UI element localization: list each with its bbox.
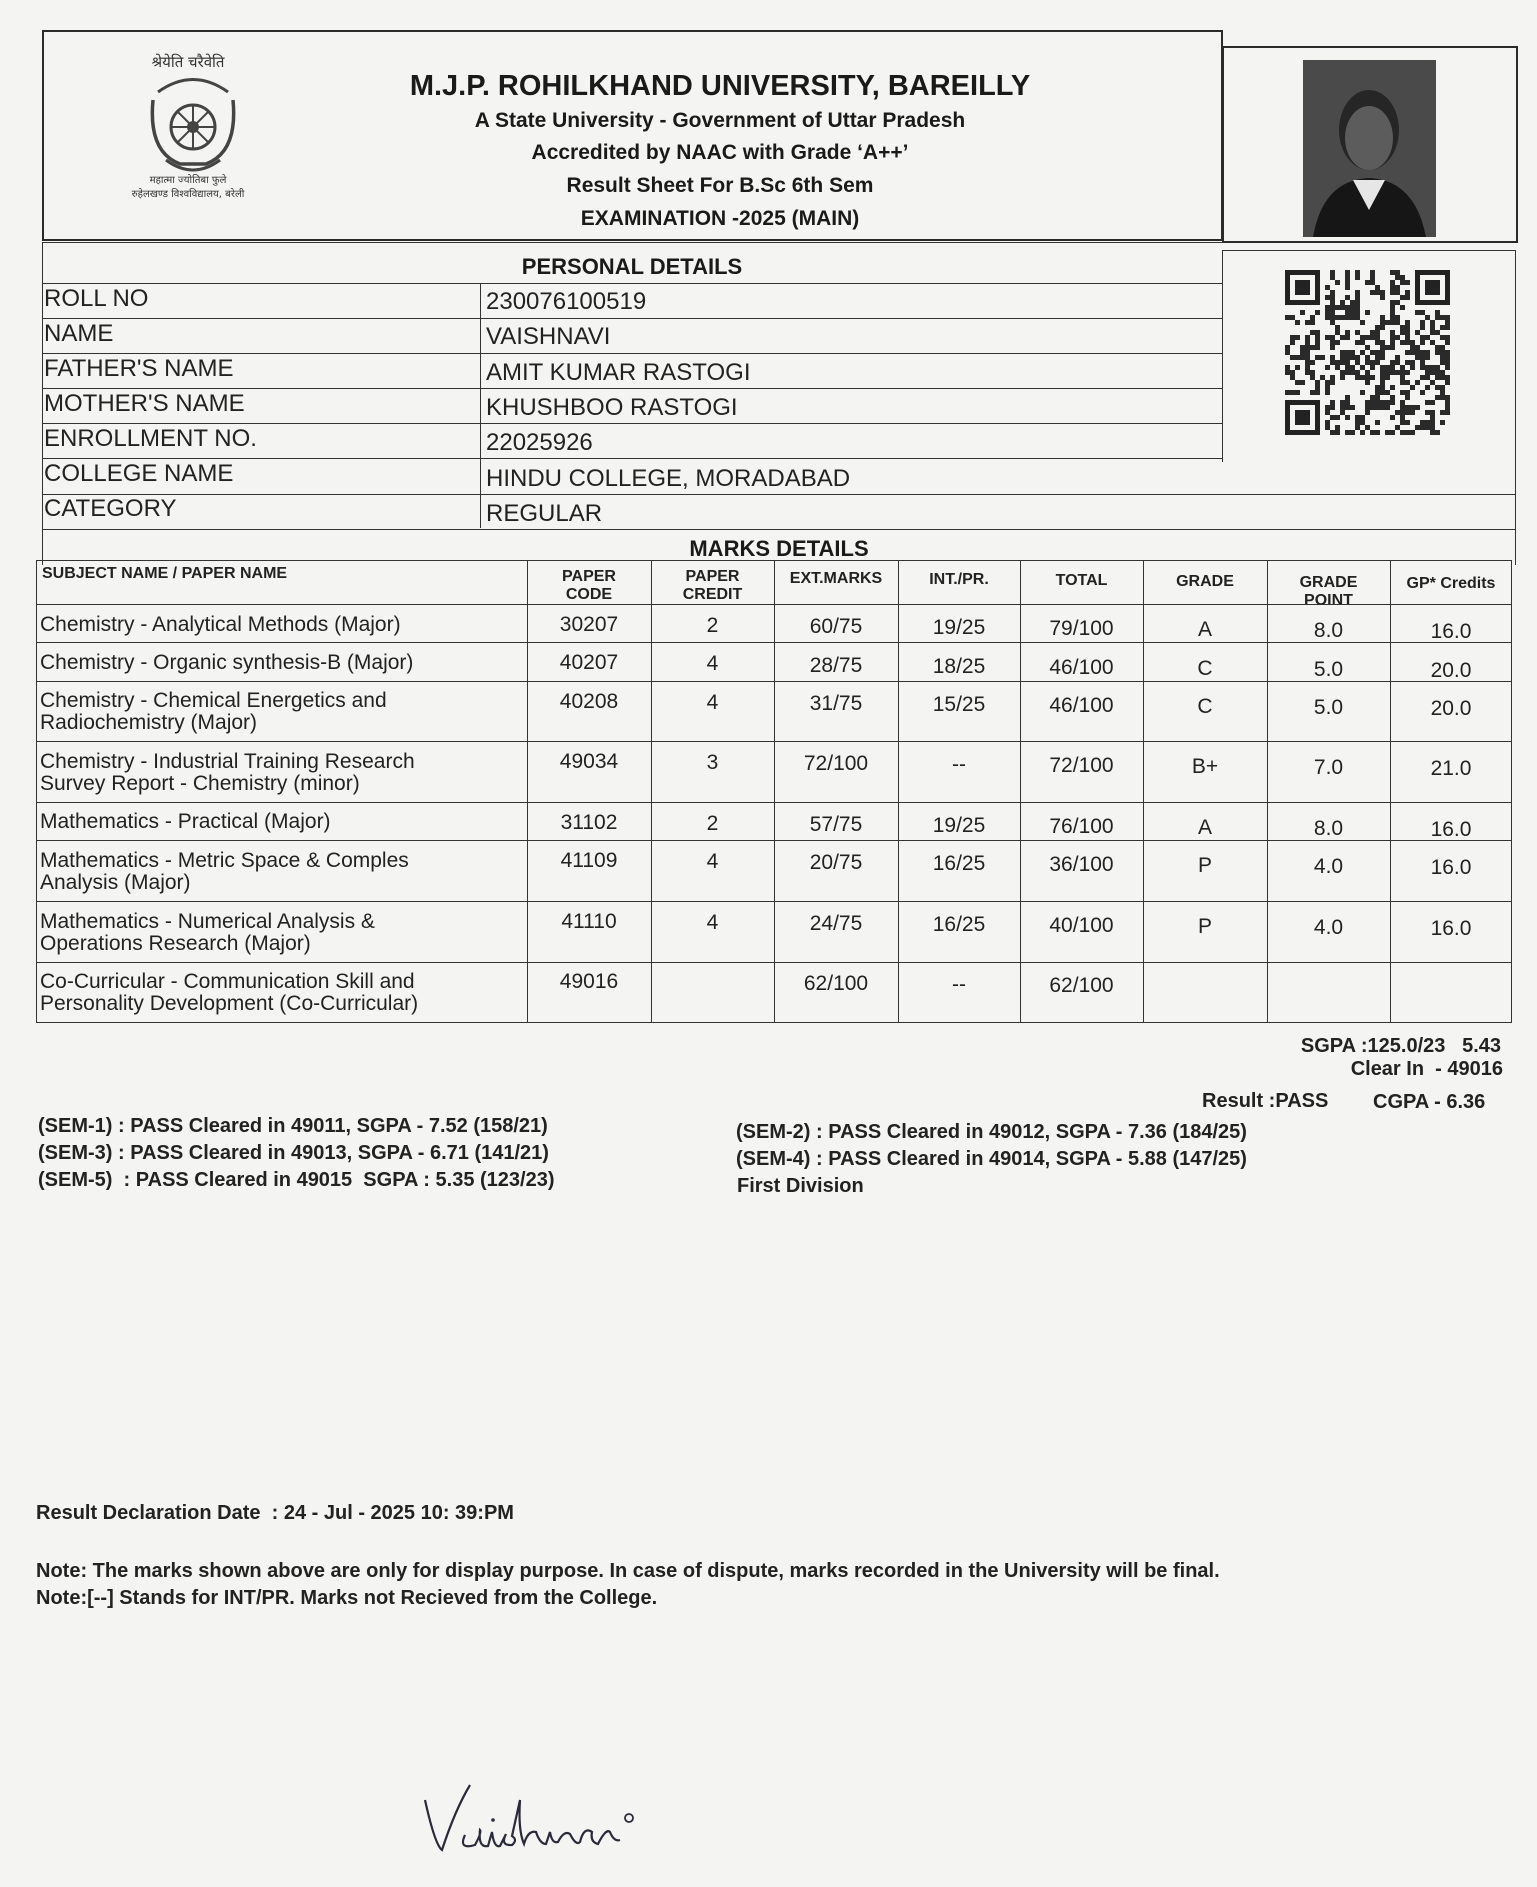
col-grade-point-1: GRADE [1299,574,1358,591]
mother-name-value: KHUSHBOO RASTOGI [486,394,738,421]
name-value: VAISHNAVI [486,323,611,350]
student-signature [420,1770,660,1860]
row-4-gp: 8.0 [1313,817,1344,840]
row-3-grade: B+ [1191,755,1219,778]
row-4-code: 31102 [560,811,618,834]
row-7-subject-line-1: Co-Curricular - Communication Skill and [40,970,415,993]
row-7-total: 62/100 [1049,974,1114,997]
row-4-subject: Mathematics - Practical (Major) [40,810,331,833]
row-3-subject-line-1: Chemistry - Industrial Training Research [40,750,415,773]
header-line-2: Accredited by NAAC with Grade ‘A++’ [531,141,909,164]
category-label: CATEGORY [44,495,177,522]
row-1-subject: Chemistry - Organic synthesis-B (Major) [40,651,414,674]
university-name: M.J.P. ROHILKHAND UNIVERSITY, BAREILLY [409,70,1031,102]
logo-caption-1: महात्मा ज्योतिबा फुले [149,175,227,186]
row-0-gp: 8.0 [1313,619,1344,642]
row-6-code: 41110 [561,910,617,933]
row-6-gpc: 16.0 [1430,917,1472,940]
logo-caption-2: रुहेलखण्ड विश्वविद्यालय, बरेली [131,189,245,200]
row-5-gpc: 16.0 [1430,856,1472,879]
row-6-total: 40/100 [1049,914,1114,937]
category-value: REGULAR [486,500,603,527]
row-4-total: 76/100 [1049,815,1114,838]
row-2-total: 46/100 [1049,694,1114,717]
row-5-int: 16/25 [932,852,986,875]
result-status: Result :PASS [1202,1090,1329,1112]
sgpa-summary: SGPA :125.0/23 5.43 [1300,1035,1501,1057]
row-3-ext: 72/100 [803,752,869,775]
row-3-gpc: 21.0 [1430,757,1472,780]
qr-code [1285,270,1450,435]
row-0-grade: A [1197,618,1212,641]
roll-no-value: 230076100519 [486,288,647,315]
row-0-int: 19/25 [932,616,986,639]
row-2-credit: 4 [706,691,719,714]
row-2-subject-line-1: Chemistry - Chemical Energetics and [40,689,387,712]
row-6-gp: 4.0 [1313,916,1344,939]
row-4-ext: 57/75 [809,813,863,836]
roll-no-label: ROLL NO [44,285,149,312]
col-paper-credit-1: PAPER [685,568,740,585]
college-name-label: COLLEGE NAME [44,460,234,487]
row-1-total: 46/100 [1049,656,1114,679]
note-1: Note: The marks shown above are only for display purpose. In case of dispute, marks recorded in the University will be final. [36,1560,1220,1582]
header-line-4: EXAMINATION -2025 (MAIN) [580,207,860,230]
row-6-credit: 4 [706,911,719,934]
note-2: Note:[--] Stands for INT/PR. Marks not Recieved from the College. [36,1587,658,1609]
row-2-gpc: 20.0 [1430,697,1472,720]
col-grade: GRADE [1176,573,1234,590]
row-1-code: 40207 [559,651,619,674]
row-3-credit: 3 [706,751,719,774]
row-2-grade: C [1197,695,1213,718]
row-5-subject-line-1: Mathematics - Metric Space & Comples [40,849,409,872]
name-label: NAME [44,320,114,347]
clear-in: Clear In - 49016 [1350,1058,1503,1080]
header-line-3: Result Sheet For B.Sc 6th Sem [566,174,874,197]
row-2-subject-line-2: Radiochemistry (Major) [40,711,258,734]
row-6-ext: 24/75 [809,912,863,935]
sem-4-result: (SEM-4) : PASS Cleared in 49014, SGPA - 5.88 (147/25) [736,1148,1247,1170]
row-4-int: 19/25 [932,814,986,837]
row-4-credit: 2 [706,812,719,835]
sem-2-result: (SEM-2) : PASS Cleared in 49012, SGPA - 7.36 (184/25) [736,1121,1247,1143]
row-0-gpc: 16.0 [1430,620,1472,643]
row-5-total: 36/100 [1049,853,1114,876]
row-0-code: 30207 [559,613,619,636]
col-grade-point-2: POINT [1304,592,1353,609]
division: First Division [737,1175,864,1197]
col-paper-code-1: PAPER [562,568,616,585]
row-0-subject: Chemistry - Analytical Methods (Major) [40,613,401,636]
col-ext-marks: EXT.MARKS [789,570,883,587]
row-1-gpc: 20.0 [1430,659,1472,682]
row-3-code: 49034 [559,750,619,773]
row-3-total: 72/100 [1049,754,1114,777]
row-2-ext: 31/75 [809,692,863,715]
enrollment-no-label: ENROLLMENT NO. [44,425,257,452]
declaration-date: Result Declaration Date : 24 - Jul - 2025 10: 39:PM [36,1502,514,1524]
col-subject: SUBJECT NAME / PAPER NAME [42,565,288,582]
marks-details-heading: MARKS DETAILS [689,536,869,561]
college-name-value: HINDU COLLEGE, MORADABAD [486,465,851,492]
header-line-1: A State University - Government of Uttar Pradesh [474,109,966,132]
col-int-pr: INT./PR. [929,571,989,588]
row-5-credit: 4 [706,850,719,873]
col-gp-credits: GP* Credits [1406,575,1496,592]
enrollment-no-value: 22025926 [486,429,593,456]
row-0-credit: 2 [706,614,719,637]
student-photo [1303,60,1436,237]
row-3-gp: 7.0 [1313,756,1344,779]
row-2-gp: 5.0 [1313,696,1344,719]
logo-motto: श्रेयेति चरैवेति [151,53,225,71]
row-7-int: -- [952,973,966,996]
row-1-credit: 4 [706,652,719,675]
father-name-label: FATHER'S NAME [44,355,234,382]
personal-details-heading: PERSONAL DETAILS [521,254,743,279]
row-5-grade: P [1197,854,1212,877]
row-1-grade: C [1197,657,1213,680]
sem-3-result: (SEM-3) : PASS Cleared in 49013, SGPA - 6.71 (141/21) [38,1142,549,1164]
row-2-code: 40208 [559,690,619,713]
row-5-gp: 4.0 [1313,855,1344,878]
col-paper-credit-2: CREDIT [682,586,743,603]
col-paper-code-2: CODE [565,586,613,603]
col-total: TOTAL [1055,572,1108,589]
row-5-ext: 20/75 [809,851,863,874]
row-5-subject-line-2: Analysis (Major) [40,871,191,894]
row-6-grade: P [1197,915,1212,938]
row-3-subject-line-2: Survey Report - Chemistry (minor) [40,772,360,795]
row-4-gpc: 16.0 [1430,818,1472,841]
sem-1-result: (SEM-1) : PASS Cleared in 49011, SGPA - 7.52 (158/21) [38,1115,548,1137]
row-5-code: 41109 [560,849,618,872]
row-3-int: -- [952,753,966,776]
cgpa: CGPA - 6.36 [1373,1091,1486,1113]
row-6-subject-line-2: Operations Research (Major) [40,932,311,955]
row-6-int: 16/25 [932,913,986,936]
row-7-subject-line-2: Personality Development (Co-Curricular) [40,992,419,1015]
mother-name-label: MOTHER'S NAME [44,390,245,417]
row-1-ext: 28/75 [809,654,863,677]
row-6-subject-line-1: Mathematics - Numerical Analysis & [40,910,375,933]
row-0-total: 79/100 [1049,617,1114,640]
row-1-gp: 5.0 [1313,658,1344,681]
sem-5-result: (SEM-5) : PASS Cleared in 49015 SGPA : 5.35 (123/23) [38,1169,555,1191]
row-7-ext: 62/100 [803,972,869,995]
row-2-int: 15/25 [932,693,986,716]
row-1-int: 18/25 [932,655,986,678]
row-7-code: 49016 [559,970,619,993]
row-0-ext: 60/75 [809,615,863,638]
row-4-grade: A [1197,816,1212,839]
father-name-value: AMIT KUMAR RASTOGI [486,359,751,386]
